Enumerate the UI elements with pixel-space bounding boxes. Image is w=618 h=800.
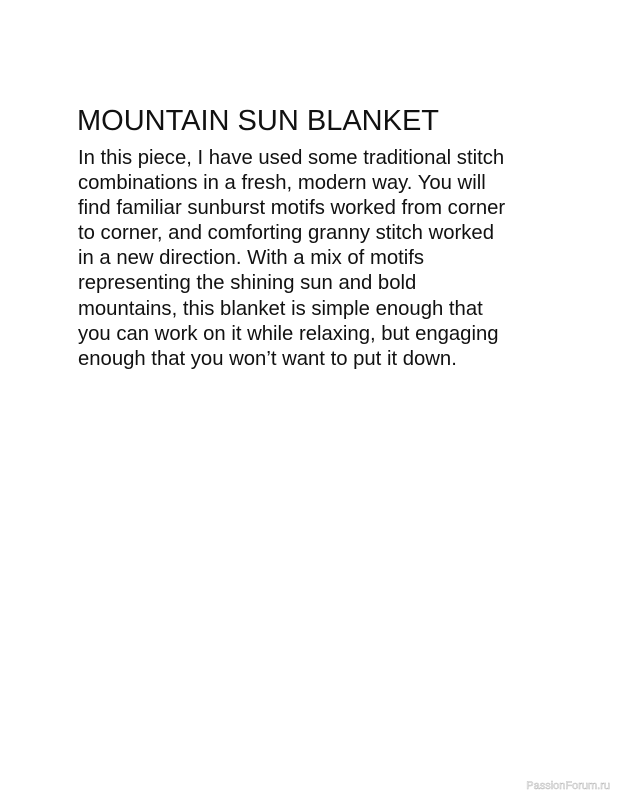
body-line: representing the shining sun and bold [78, 272, 417, 295]
page-title: MOUNTAIN SUN BLANKET [77, 105, 440, 137]
body-line: mountains, this blanket is simple enough that [78, 297, 483, 320]
body-line: you can work on it while relaxing, but engaging [78, 322, 499, 345]
watermark: PassionForum.ru [526, 780, 610, 792]
body-line: find familiar sunburst motifs worked from corner [78, 197, 506, 220]
body-line: In this piece, I have used some traditional stitch [78, 147, 505, 169]
body-line: combinations in a fresh, modern way. You will [78, 172, 486, 195]
body-paragraph [78, 146, 505, 372]
body-line: to corner, and comforting granny stitch worked [78, 222, 494, 245]
body-line: enough that you won’t want to put it down. [78, 347, 457, 370]
body-line: in a new direction. With a mix of motifs [78, 247, 425, 270]
